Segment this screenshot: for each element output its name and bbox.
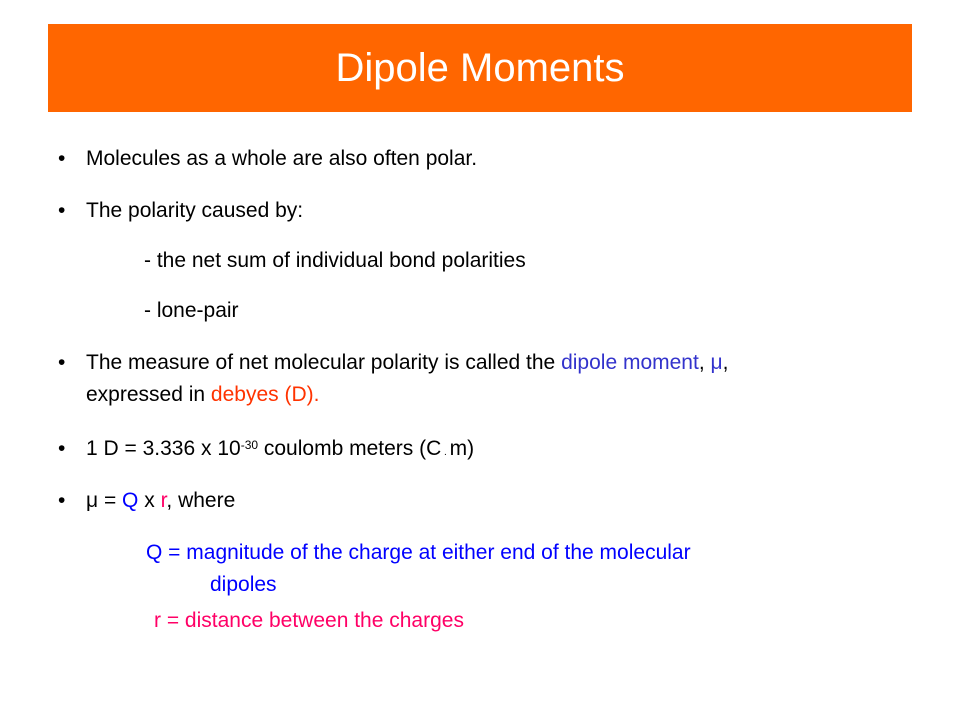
bullet-text-polarity-caused: The polarity caused by: — [86, 199, 304, 222]
bullet-marker: • — [58, 147, 66, 170]
term-debyes: debyes (D). — [210, 383, 320, 406]
text-m: m) — [449, 437, 475, 460]
q-definition: Q = magnitude of the charge at either end of the molecular — [146, 541, 691, 564]
q-definition-continued: dipoles — [210, 573, 277, 596]
text-comma: , — [722, 351, 729, 374]
symbol-r: r — [160, 489, 167, 512]
bullet-marker: • — [58, 489, 66, 512]
text-1d: 1 D = 3.336 x 10 — [86, 437, 241, 460]
sub-item-lone-pair: - lone-pair — [144, 299, 239, 322]
page-title: Dipole Moments — [335, 45, 625, 90]
text-expressed: expressed in — [86, 383, 211, 406]
bullet-text-molecules-polar: Molecules as a whole are also often polar. — [86, 147, 478, 170]
bullet-text-debyes — [86, 382, 319, 408]
bullet-text-debye-definition — [86, 436, 474, 466]
bullet-text-mu-formula — [86, 488, 235, 514]
text-where: , where — [166, 489, 236, 512]
sub-item-bond-polarities: - the net sum of individual bond polarities — [144, 249, 526, 272]
multiplication-dot: . — [441, 447, 450, 458]
symbol-mu: μ — [710, 351, 723, 374]
text-sep: , — [698, 351, 711, 374]
symbol-q: Q — [122, 489, 139, 512]
symbol-mu-formula: μ — [86, 489, 99, 512]
bullet-text-dipole-moment — [86, 350, 728, 376]
text-eq: = — [98, 489, 123, 512]
exponent: -30 — [240, 438, 259, 452]
term-dipole-moment: dipole moment — [561, 351, 699, 374]
text-x: x — [138, 489, 161, 512]
title-bar — [48, 24, 912, 112]
text-measure: The measure of net molecular polarity is called the — [86, 351, 562, 374]
bullet-marker: • — [58, 351, 66, 374]
r-definition: r = distance between the charges — [154, 609, 464, 632]
text-coulomb: coulomb meters (C — [258, 437, 442, 460]
bullet-marker: • — [58, 437, 66, 460]
bullet-marker: • — [58, 199, 66, 222]
